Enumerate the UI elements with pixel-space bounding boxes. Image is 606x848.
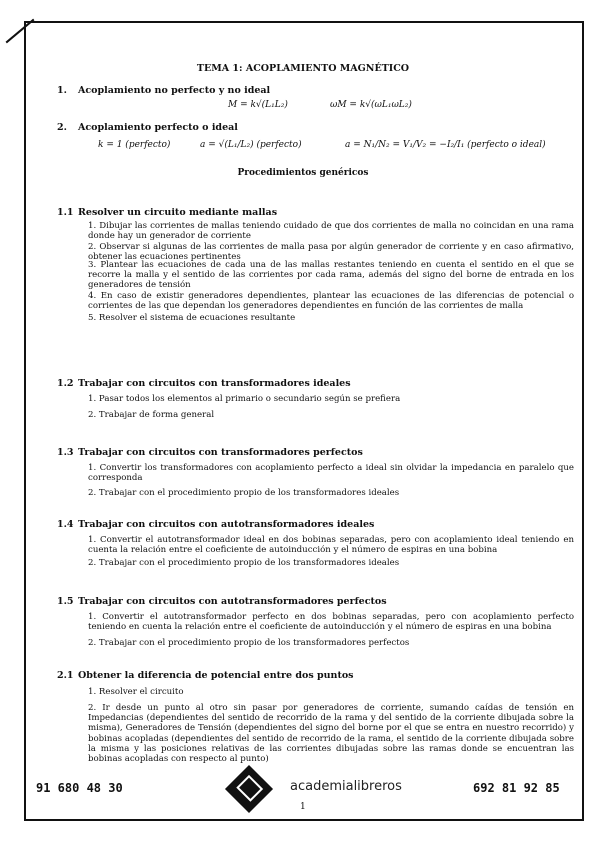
- section-1-number: 1.: [57, 85, 67, 96]
- list-item: 4. En caso de existir generadores dependientes, plantear las ecuaciones de las diferencias de potencial o corrientes de las que dependan los generadores dependientes en función de las corrientes de malla: [88, 291, 574, 312]
- section-title: Trabajar con circuitos con transformadores perfectos: [78, 447, 363, 458]
- list-item: 2. Trabajar con el procedimiento propio de los transformadores ideales: [88, 558, 400, 568]
- document-title: TEMA 1: ACOPLAMIENTO MAGNÉTICO: [196, 63, 410, 74]
- list-item: 2. Trabajar con el procedimiento propio de los transformadores perfectos: [88, 638, 410, 648]
- section-title: Resolver un circuito mediante mallas: [78, 207, 278, 218]
- section-2-title: Acoplamiento perfecto o ideal: [78, 122, 238, 133]
- formula-mutual: M = k√(L₁L₂): [228, 100, 288, 110]
- list-item: 1. Convertir el autotransformador ideal en dos bobinas separadas, pero con acoplamiento ideal teniendo en cuenta la relación entre el coeficiente de autoinducción y el número de espiras en una bobina: [88, 535, 574, 556]
- list-item: 3. Plantear las ecuaciones de cada una de las mallas restantes teniendo en cuenta el sentido en el que se recorre la malla y el sentido de las corrientes por cada rama, además del signo del borne de entrada en los generadores de tensión: [88, 260, 574, 291]
- section-number: 1.2: [57, 378, 74, 389]
- list-item: 2. Trabajar de forma general: [88, 410, 215, 420]
- formula-a-ideal: a = N₁/N₂ = V₁/V₂ = −I₂/I₁ (perfecto o ideal): [345, 140, 546, 150]
- formula-omega-mutual: ωM = k√(ωL₁ωL₂): [330, 100, 412, 110]
- section-title: Trabajar con circuitos con autotransformadores perfectos: [78, 596, 387, 607]
- procedures-heading: Procedimientos genéricos: [237, 168, 369, 178]
- formula-k: k = 1 (perfecto): [98, 140, 171, 150]
- section-number: 1.1: [57, 207, 74, 218]
- footer-brand: academialibreros: [290, 779, 402, 794]
- section-title: Obtener la diferencia de potencial entre dos puntos: [78, 670, 354, 681]
- footer-phone-left: 91 680 48 30: [36, 781, 123, 795]
- list-item: 1. Dibujar las corrientes de mallas teniendo cuidado de que dos corrientes de malla no coincidan en una rama donde hay un generador de corriente: [88, 221, 574, 242]
- list-item: 2. Observar si algunas de las corrientes de malla pasa por algún generador de corriente y en caso afirmativo, obtener las ecuaciones pertinentes: [88, 242, 574, 263]
- list-item: 1. Convertir los transformadores con acoplamiento perfecto a ideal sin olvidar la impedancia en paralelo que corresponda: [88, 463, 574, 484]
- section-number: 1.5: [57, 596, 74, 607]
- section-2-number: 2.: [57, 122, 67, 133]
- footer-phone-right: 692 81 92 85: [473, 781, 560, 795]
- section-title: Trabajar con circuitos con autotransformadores ideales: [78, 519, 375, 530]
- section-number: 2.1: [57, 670, 74, 681]
- list-item: 5. Resolver el sistema de ecuaciones resultante: [88, 313, 296, 323]
- list-item: 1. Pasar todos los elementos al primario o secundario según se prefiera: [88, 394, 401, 404]
- section-1-title: Acoplamiento no perfecto y no ideal: [78, 85, 271, 96]
- section-number: 1.3: [57, 447, 74, 458]
- list-item: 1. Convertir el autotransformador perfecto en dos bobinas separadas, pero con acoplamiento perfecto teniendo en cuenta la relación entre el coeficiente de autoinducción y el número de espiras en una bobina: [88, 612, 574, 633]
- section-title: Trabajar con circuitos con transformadores ideales: [78, 378, 351, 389]
- section-number: 1.4: [57, 519, 74, 530]
- list-item: 1. Resolver el circuito: [88, 687, 184, 697]
- list-item: 2. Trabajar con el procedimiento propio de los transformadores ideales: [88, 488, 400, 498]
- formula-a-perfect: a = √(L₁/L₂) (perfecto): [200, 140, 302, 150]
- list-item: 2. Ir desde un punto al otro sin pasar por generadores de corriente, sumando caídas de tensión en Impedancias (dependientes del sentido de recorrido de la rama y del sentido de la corriente dibujada sobre la misma), Generadores de Tensión (dependientes del signo del borne por el que se entra en nuestro recorrido) y bobinas acopladas (dependientes del sentido de recorrido de la rama, el sentido de la corriente dibujada sobre la misma y las posiciones relativas de las corrientes dibujadas sobre las ramas donde se encuentran las bobinas acopladas con respecto al punto): [88, 703, 574, 765]
- page-number: 1: [300, 802, 306, 812]
